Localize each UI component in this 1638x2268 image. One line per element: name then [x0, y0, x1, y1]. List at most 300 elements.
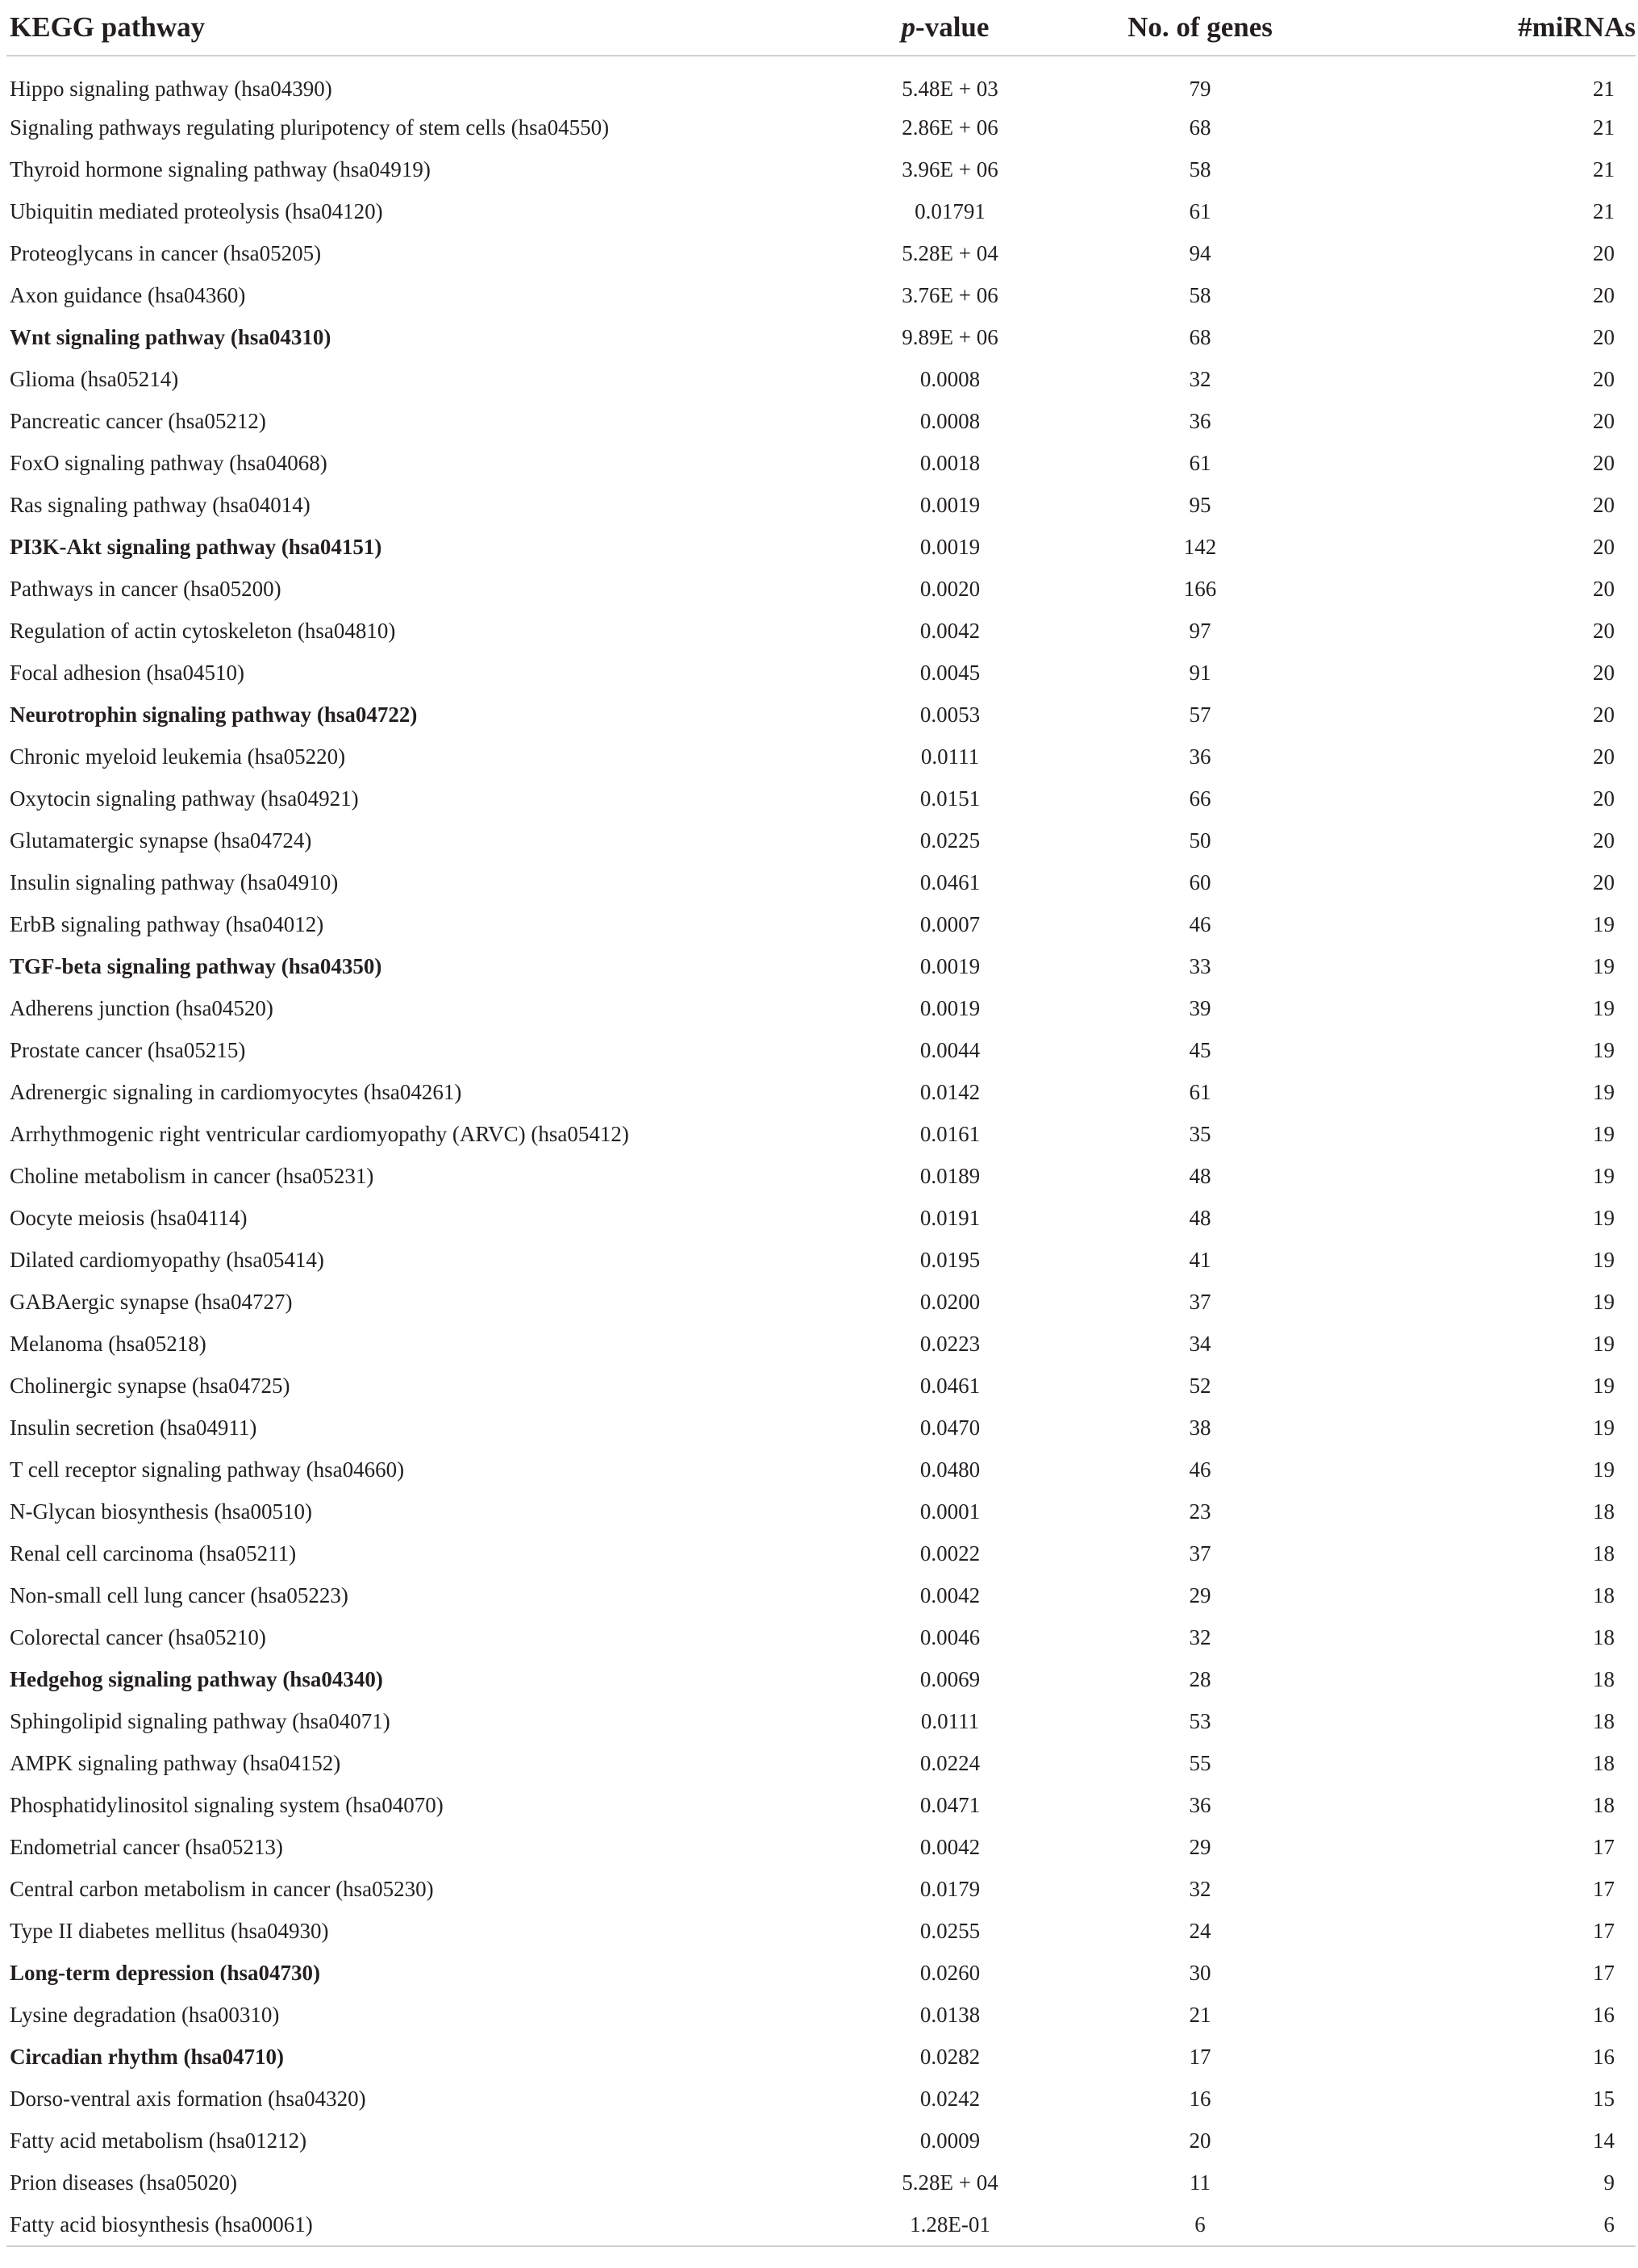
p-value-cell [684, 484, 1023, 526]
p-value-cell [684, 106, 1023, 148]
gene-count-cell: 55 [1189, 1750, 1211, 1775]
p-value-text: 0.0018 [919, 450, 981, 475]
table-row [6, 2203, 1636, 2246]
p-value-text: 0.0019 [919, 995, 981, 1020]
p-value-text: 0.0161 [919, 1121, 981, 1146]
mirna-count-cell: 19 [1593, 911, 1615, 936]
table-row [6, 1784, 1636, 1826]
header-p-italic: p [901, 11, 916, 43]
p-value-text: 3.96E + 06 [902, 156, 998, 181]
pathway-cell: Axon guidance (hsa04360) [10, 282, 246, 307]
p-value-cell [684, 2120, 1023, 2162]
mirna-count-cell: 20 [1593, 744, 1615, 769]
mirna-count-cell: 20 [1593, 702, 1615, 727]
gene-count-cell: 16 [1189, 2086, 1211, 2111]
pathway-cell: Circadian rhythm (hsa04710) [10, 2044, 285, 2069]
table-row [6, 861, 1636, 903]
table-row [6, 2162, 1636, 2203]
mirna-count-cell: 18 [1593, 1792, 1615, 1817]
table-row [6, 778, 1636, 819]
p-value-cell [684, 778, 1023, 819]
p-value-text: 0.01791 [915, 198, 986, 223]
mirna-count-cell: 19 [1593, 1205, 1615, 1230]
p-value-cell [684, 316, 1023, 358]
pathway-cell: Glutamatergic synapse (hsa04724) [10, 828, 312, 853]
gene-count-cell: 32 [1189, 366, 1211, 391]
mirna-count-cell: 20 [1593, 408, 1615, 433]
gene-count-cell: 34 [1189, 1331, 1211, 1356]
table-row [6, 232, 1636, 274]
gene-count-cell: 48 [1189, 1205, 1211, 1230]
p-value-text: 0.0009 [919, 2128, 981, 2153]
header-p-suffix: -value [915, 11, 990, 43]
mirna-count-cell: 20 [1593, 660, 1615, 685]
gene-count-cell: 79 [1189, 76, 1211, 101]
mirna-count-cell: 18 [1593, 1582, 1615, 1607]
p-value-text: 9.89E + 06 [902, 324, 998, 349]
p-value-text: 0.0020 [919, 576, 981, 601]
table-row [6, 1155, 1636, 1197]
pathway-cell: Proteoglycans in cancer (hsa05205) [10, 240, 322, 265]
gene-count-cell: 46 [1189, 1457, 1211, 1482]
p-value-cell [684, 1113, 1023, 1155]
header-kegg-pathway: KEGG pathway [6, 0, 684, 56]
pathway-cell: Choline metabolism in cancer (hsa05231) [10, 1163, 374, 1188]
p-value-text: 0.0053 [919, 702, 981, 727]
mirna-count-cell: 18 [1593, 1499, 1615, 1524]
pathway-cell: Adherens junction (hsa04520) [10, 995, 273, 1020]
p-value-text: 0.0019 [919, 534, 981, 559]
mirna-count-cell: 20 [1593, 366, 1615, 391]
pathway-cell: Thyroid hormone signaling pathway (hsa04919) [10, 156, 431, 181]
gene-count-cell: 61 [1189, 198, 1211, 223]
p-value-text: 0.0111 [920, 1708, 980, 1733]
mirna-count-cell: 19 [1593, 1247, 1615, 1272]
pathway-cell: Focal adhesion (hsa04510) [10, 660, 244, 685]
table-row [6, 1407, 1636, 1449]
mirna-count-cell: 18 [1593, 1750, 1615, 1775]
table-row [6, 945, 1636, 987]
table-row [6, 652, 1636, 694]
p-value-text: 0.0191 [919, 1205, 981, 1230]
mirna-count-cell: 17 [1593, 1834, 1615, 1859]
gene-count-cell: 36 [1189, 408, 1211, 433]
p-value-cell [684, 1994, 1023, 2036]
mirna-count-cell: 19 [1593, 1163, 1615, 1188]
p-value-cell [684, 1574, 1023, 1616]
pathway-cell: Signaling pathways regulating pluripotency of stem cells (hsa04550) [10, 115, 610, 140]
p-value-text: 0.0461 [919, 869, 981, 894]
kegg-table-container [6, 0, 1636, 2247]
p-value-text: 0.0022 [919, 1540, 981, 1566]
gene-count-cell: 39 [1189, 995, 1211, 1020]
mirna-count-cell: 20 [1593, 576, 1615, 601]
p-value-cell [684, 1449, 1023, 1490]
pathway-cell: Lysine degradation (hsa00310) [10, 2002, 280, 2027]
p-value-text: 1.28E-01 [910, 2212, 990, 2237]
p-value-cell [684, 1784, 1023, 1826]
p-value-text: 0.0042 [919, 1834, 981, 1859]
mirna-count-cell: 19 [1593, 1415, 1615, 1440]
p-value-cell [684, 568, 1023, 610]
p-value-cell [684, 190, 1023, 232]
table-row [6, 1658, 1636, 1700]
gene-count-cell: 33 [1189, 953, 1211, 978]
p-value-cell [684, 1155, 1023, 1197]
table-row [6, 2078, 1636, 2120]
p-value-cell [684, 1532, 1023, 1574]
pathway-cell: Cholinergic synapse (hsa04725) [10, 1373, 290, 1398]
gene-count-cell: 61 [1189, 450, 1211, 475]
p-value-text: 0.0260 [919, 1960, 981, 1985]
gene-count-cell: 35 [1189, 1121, 1211, 1146]
p-value-text: 0.0282 [919, 2044, 981, 2069]
table-row [6, 358, 1636, 400]
p-value-text: 5.28E + 04 [902, 240, 998, 265]
p-value-cell [684, 1616, 1023, 1658]
mirna-count-cell: 21 [1593, 198, 1615, 223]
gene-count-cell: 38 [1189, 1415, 1211, 1440]
pathway-cell: Neurotrophin signaling pathway (hsa04722) [10, 702, 418, 727]
p-value-cell [684, 1658, 1023, 1700]
gene-count-cell: 94 [1189, 240, 1211, 265]
table-row [6, 736, 1636, 778]
p-value-cell [684, 274, 1023, 316]
p-value-text: 0.0224 [919, 1750, 981, 1775]
p-value-cell [684, 1197, 1023, 1239]
mirna-count-cell: 21 [1593, 156, 1615, 181]
p-value-cell [684, 1868, 1023, 1910]
gene-count-cell: 37 [1189, 1289, 1211, 1314]
p-value-cell [684, 1742, 1023, 1784]
table-row [6, 1868, 1636, 1910]
pathway-cell: Non-small cell lung cancer (hsa05223) [10, 1582, 348, 1607]
mirna-count-cell: 17 [1593, 1918, 1615, 1943]
table-row [6, 694, 1636, 736]
p-value-text: 0.0111 [920, 744, 980, 769]
p-value-cell [684, 1365, 1023, 1407]
p-value-cell [684, 1700, 1023, 1742]
gene-count-cell: 166 [1183, 576, 1217, 601]
pathway-cell: Arrhythmogenic right ventricular cardiomyopathy (ARVC) (hsa05412) [10, 1121, 629, 1146]
mirna-count-cell: 19 [1593, 995, 1615, 1020]
mirna-count-cell: 19 [1593, 1037, 1615, 1062]
pathway-cell: Prion diseases (hsa05020) [10, 2170, 237, 2195]
gene-count-cell: 57 [1189, 702, 1211, 727]
p-value-cell [684, 945, 1023, 987]
table-row [6, 1616, 1636, 1658]
gene-count-cell: 60 [1189, 869, 1211, 894]
mirna-count-cell: 20 [1593, 869, 1615, 894]
table-row [6, 56, 1636, 106]
pathway-cell: Ras signaling pathway (hsa04014) [10, 492, 311, 517]
gene-count-cell: 11 [1190, 2170, 1211, 2195]
table-row [6, 1910, 1636, 1952]
p-value-text: 0.0461 [919, 1373, 981, 1398]
p-value-cell [684, 1407, 1023, 1449]
p-value-cell [684, 694, 1023, 736]
gene-count-cell: 21 [1189, 2002, 1211, 2027]
table-row [6, 1742, 1636, 1784]
pathway-cell: T cell receptor signaling pathway (hsa04660) [10, 1457, 405, 1482]
p-value-text: 0.0008 [919, 366, 981, 391]
gene-count-cell: 52 [1189, 1373, 1211, 1398]
header-p-value [684, 0, 1023, 56]
p-value-cell [684, 358, 1023, 400]
gene-count-cell: 17 [1189, 2044, 1211, 2069]
pathway-cell: Phosphatidylinositol signaling system (hsa04070) [10, 1792, 444, 1817]
table-row [6, 106, 1636, 148]
p-value-text: 0.0195 [919, 1247, 981, 1272]
mirna-count-cell: 9 [1603, 2170, 1615, 2195]
gene-count-cell: 6 [1023, 2203, 1378, 2246]
mirna-count-cell: 14 [1593, 2128, 1615, 2153]
p-value-text: 0.0200 [919, 1289, 981, 1314]
p-value-text: 0.0138 [919, 2002, 981, 2027]
table-row [6, 484, 1636, 526]
pathway-cell: Pancreatic cancer (hsa05212) [10, 408, 266, 433]
pathway-cell: Chronic myeloid leukemia (hsa05220) [10, 744, 346, 769]
pathway-cell: Sphingolipid signaling pathway (hsa04071) [10, 1708, 390, 1733]
table-row [6, 1071, 1636, 1113]
p-value-cell [684, 736, 1023, 778]
pathway-cell: Colorectal cancer (hsa05210) [10, 1624, 266, 1649]
p-value-cell [684, 1071, 1023, 1113]
pathway-cell: Regulation of actin cytoskeleton (hsa04810) [10, 618, 396, 643]
gene-count-cell: 53 [1189, 1708, 1211, 1733]
table-row [6, 400, 1636, 442]
p-value-text: 2.86E + 06 [902, 115, 998, 140]
p-value-cell [684, 1029, 1023, 1071]
p-value-cell [684, 1952, 1023, 1994]
pathway-cell: Hippo signaling pathway (hsa04390) [10, 76, 332, 101]
table-row [6, 819, 1636, 861]
mirna-count-cell: 17 [1593, 1876, 1615, 1901]
table-row [6, 2036, 1636, 2078]
pathway-cell: Dilated cardiomyopathy (hsa05414) [10, 1247, 324, 1272]
mirna-count-cell: 19 [1593, 1079, 1615, 1104]
gene-count-cell: 46 [1189, 911, 1211, 936]
table-row [6, 903, 1636, 945]
p-value-text: 0.0142 [919, 1079, 981, 1104]
p-value-text: 0.0225 [919, 828, 981, 853]
table-row [6, 1994, 1636, 2036]
pathway-cell: Prostate cancer (hsa05215) [10, 1037, 246, 1062]
table-row [6, 190, 1636, 232]
p-value-cell [684, 1281, 1023, 1323]
mirna-count-cell: 19 [1593, 1331, 1615, 1356]
mirna-count-cell: 19 [1593, 953, 1615, 978]
p-value-text: 0.0471 [919, 1792, 981, 1817]
table-row [6, 1532, 1636, 1574]
mirna-count-cell: 20 [1593, 786, 1615, 811]
pathway-cell: Fatty acid metabolism (hsa01212) [10, 2128, 307, 2153]
gene-count-cell: 50 [1189, 828, 1211, 853]
p-value-text: 0.0019 [919, 953, 981, 978]
table-row [6, 526, 1636, 568]
mirna-count-cell: 19 [1593, 1373, 1615, 1398]
pathway-cell: FoxO signaling pathway (hsa04068) [10, 450, 327, 475]
pathway-cell: Long-term depression (hsa04730) [10, 1960, 321, 1985]
mirna-count-cell: 18 [1593, 1708, 1615, 1733]
p-value-text: 0.0008 [919, 408, 981, 433]
mirna-count-cell: 19 [1593, 1457, 1615, 1482]
pathway-cell: Pathways in cancer (hsa05200) [10, 576, 281, 601]
p-value-text: 0.0480 [919, 1457, 981, 1482]
gene-count-cell: 24 [1189, 1918, 1211, 1943]
p-value-text: 3.76E + 06 [902, 282, 998, 307]
gene-count-cell: 95 [1189, 492, 1211, 517]
p-value-text: 0.0470 [919, 1415, 981, 1440]
pathway-cell: ErbB signaling pathway (hsa04012) [10, 911, 324, 936]
gene-count-cell: 29 [1189, 1582, 1211, 1607]
pathway-cell: Ubiquitin mediated proteolysis (hsa04120) [10, 198, 383, 223]
p-value-text: 0.0223 [919, 1331, 981, 1356]
gene-count-cell: 28 [1189, 1666, 1211, 1691]
p-value-text: 0.0019 [919, 492, 981, 517]
mirna-count-cell: 18 [1593, 1666, 1615, 1691]
p-value-cell [684, 442, 1023, 484]
p-value-text: 0.0045 [919, 660, 981, 685]
gene-count-cell: 36 [1189, 744, 1211, 769]
mirna-count-cell: 17 [1593, 1960, 1615, 1985]
mirna-count-cell: 15 [1593, 2086, 1615, 2111]
p-value-cell [684, 232, 1023, 274]
table-row [6, 316, 1636, 358]
p-value-text: 0.0151 [919, 786, 981, 811]
pathway-cell: Renal cell carcinoma (hsa05211) [10, 1540, 297, 1566]
table-row [6, 274, 1636, 316]
table-row [6, 610, 1636, 652]
gene-count-cell: 68 [1189, 324, 1211, 349]
pathway-cell: Oocyte meiosis (hsa04114) [10, 1205, 248, 1230]
table-row [6, 1490, 1636, 1532]
p-value-text: 0.0255 [919, 1918, 981, 1943]
pathway-cell: Fatty acid biosynthesis (hsa00061) [6, 2203, 684, 2246]
p-value-cell [684, 1323, 1023, 1365]
p-value-cell [684, 987, 1023, 1029]
pathway-cell: Central carbon metabolism in cancer (hsa05230) [10, 1876, 434, 1901]
pathway-cell: Hedgehog signaling pathway (hsa04340) [10, 1666, 383, 1691]
p-value-cell [684, 903, 1023, 945]
p-value-cell [684, 2203, 1023, 2246]
gene-count-cell: 61 [1189, 1079, 1211, 1104]
table-row [6, 1197, 1636, 1239]
gene-count-cell: 32 [1189, 1624, 1211, 1649]
pathway-cell: Insulin signaling pathway (hsa04910) [10, 869, 339, 894]
p-value-cell [684, 526, 1023, 568]
mirna-count-cell: 16 [1593, 2002, 1615, 2027]
mirna-count-cell: 20 [1593, 324, 1615, 349]
header-row [6, 0, 1636, 56]
p-value-text: 0.0189 [919, 1163, 981, 1188]
p-value-cell [684, 652, 1023, 694]
mirna-count-cell: 20 [1593, 618, 1615, 643]
pathway-cell: Melanoma (hsa05218) [10, 1331, 206, 1356]
mirna-count-cell: 20 [1593, 828, 1615, 853]
gene-count-cell: 142 [1183, 534, 1217, 559]
p-value-text: 0.0069 [919, 1666, 981, 1691]
gene-count-cell: 30 [1189, 1960, 1211, 1985]
mirna-count-cell: 20 [1593, 492, 1615, 517]
table-row [6, 2120, 1636, 2162]
pathway-cell: N-Glycan biosynthesis (hsa00510) [10, 1499, 312, 1524]
pathway-cell: Adrenergic signaling in cardiomyocytes (hsa04261) [10, 1079, 462, 1104]
gene-count-cell: 32 [1189, 1876, 1211, 1901]
p-value-text: 0.0044 [919, 1037, 981, 1062]
table-header [6, 0, 1636, 56]
p-value-text: 0.0007 [919, 911, 981, 936]
pathway-cell: Glioma (hsa05214) [10, 366, 179, 391]
mirna-count-cell: 20 [1593, 240, 1615, 265]
p-value-text: 5.48E + 03 [902, 76, 998, 101]
gene-count-cell: 97 [1189, 618, 1211, 643]
p-value-cell [684, 1910, 1023, 1952]
table-row [6, 1281, 1636, 1323]
mirna-count-cell: 16 [1593, 2044, 1615, 2069]
table-body [6, 56, 1636, 2246]
p-value-text: 0.0001 [919, 1499, 981, 1524]
gene-count-cell: 20 [1189, 2128, 1211, 2153]
table-row [6, 1323, 1636, 1365]
pathway-cell: Endometrial cancer (hsa05213) [10, 1834, 283, 1859]
table-row [6, 987, 1636, 1029]
gene-count-cell: 37 [1189, 1540, 1211, 1566]
gene-count-cell: 23 [1189, 1499, 1211, 1524]
gene-count-cell: 68 [1189, 115, 1211, 140]
p-value-text: 5.28E + 04 [902, 2170, 998, 2195]
pathway-cell: Oxytocin signaling pathway (hsa04921) [10, 786, 359, 811]
p-value-cell [684, 400, 1023, 442]
p-value-cell [684, 2078, 1023, 2120]
p-value-text: 0.0042 [919, 1582, 981, 1607]
table-row [6, 568, 1636, 610]
pathway-cell: PI3K-Akt signaling pathway (hsa04151) [10, 534, 382, 559]
gene-count-cell: 29 [1189, 1834, 1211, 1859]
p-value-cell [684, 819, 1023, 861]
p-value-cell [684, 1490, 1023, 1532]
table-row [6, 1826, 1636, 1868]
pathway-cell: GABAergic synapse (hsa04727) [10, 1289, 293, 1314]
p-value-cell [684, 1239, 1023, 1281]
gene-count-cell: 48 [1189, 1163, 1211, 1188]
p-value-cell [684, 861, 1023, 903]
table-row [6, 1029, 1636, 1071]
table-row [6, 1700, 1636, 1742]
header-mirnas: #miRNAs [1378, 0, 1636, 56]
pathway-cell: Insulin secretion (hsa04911) [10, 1415, 257, 1440]
mirna-count-cell: 19 [1593, 1289, 1615, 1314]
pathway-cell: Type II diabetes mellitus (hsa04930) [10, 1918, 329, 1943]
mirna-count-cell: 21 [1593, 76, 1615, 101]
p-value-text: 0.0046 [919, 1624, 981, 1649]
mirna-count-cell: 18 [1593, 1540, 1615, 1566]
p-value-cell [684, 2036, 1023, 2078]
table-row [6, 442, 1636, 484]
gene-count-cell: 41 [1189, 1247, 1211, 1272]
gene-count-cell: 45 [1189, 1037, 1211, 1062]
gene-count-cell: 36 [1189, 1792, 1211, 1817]
mirna-count-cell: 18 [1593, 1624, 1615, 1649]
table-row [6, 148, 1636, 190]
mirna-count-cell: 20 [1593, 282, 1615, 307]
pathway-cell: Dorso-ventral axis formation (hsa04320) [10, 2086, 366, 2111]
mirna-count-cell: 19 [1593, 1121, 1615, 1146]
table-row [6, 1449, 1636, 1490]
header-no-of-genes: No. of genes [1023, 0, 1378, 56]
mirna-count-cell: 21 [1593, 115, 1615, 140]
gene-count-cell: 58 [1189, 282, 1211, 307]
